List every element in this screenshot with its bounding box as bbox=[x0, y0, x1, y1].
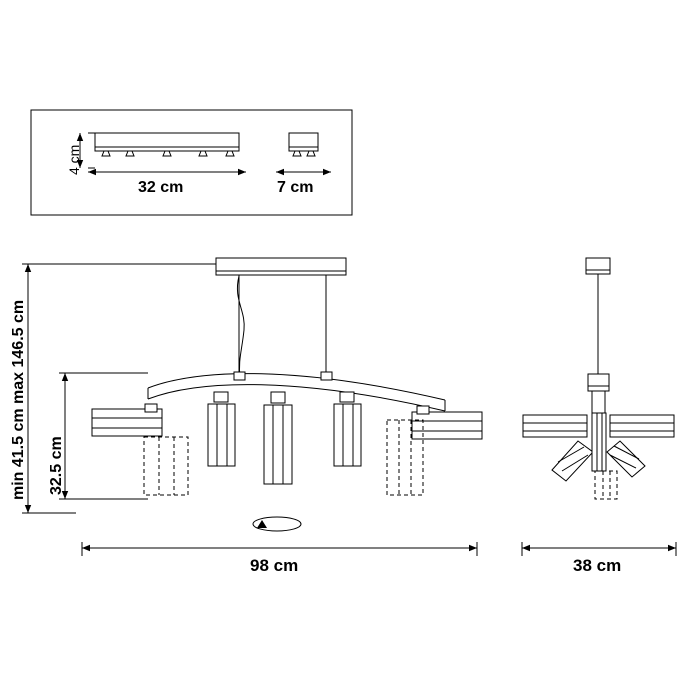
side-view-group bbox=[522, 258, 676, 556]
front-canopy bbox=[216, 258, 346, 275]
dashed-spot-left bbox=[144, 437, 188, 495]
cable-slack-left bbox=[237, 276, 244, 378]
overall-width-label: 98 cm bbox=[250, 556, 299, 575]
cable-mount-right bbox=[321, 372, 332, 380]
plate-foot-5 bbox=[226, 151, 234, 156]
side-spotlight-left bbox=[523, 415, 587, 437]
front-view-group bbox=[22, 258, 482, 556]
fixture-height-label: 32.5 cm bbox=[48, 436, 65, 495]
cable-mount-left bbox=[234, 372, 245, 380]
plate-side-foot-2 bbox=[307, 151, 315, 156]
side-spotlight-center bbox=[592, 413, 606, 471]
suspension-range-label: min 41.5 cm max 146.5 cm bbox=[10, 299, 27, 500]
side-hub-lower bbox=[592, 391, 605, 413]
plate-foot-3 bbox=[163, 151, 171, 156]
plate-foot-4 bbox=[199, 151, 207, 156]
side-spotlight-angled-left bbox=[552, 441, 593, 481]
inset-width-label: 7 cm bbox=[277, 179, 314, 196]
side-canopy bbox=[586, 258, 610, 274]
plate-side-foot-1 bbox=[293, 151, 301, 156]
side-spotlight-angled-right bbox=[607, 441, 645, 477]
spotlight-1 bbox=[92, 404, 162, 436]
spotlight-2 bbox=[208, 392, 235, 466]
inset-height-label: 4 cm bbox=[66, 144, 82, 175]
plate-side-body bbox=[289, 133, 318, 151]
spotlight-3 bbox=[264, 392, 292, 484]
side-dashed-alt bbox=[595, 471, 617, 499]
plate-foot-1 bbox=[102, 151, 110, 156]
arc-beam-bottom bbox=[148, 385, 445, 411]
inset-length-label: 32 cm bbox=[138, 179, 184, 196]
spotlight-4 bbox=[334, 392, 361, 466]
side-spotlight-right bbox=[610, 415, 674, 437]
overall-width-dimension bbox=[82, 542, 477, 556]
plate-front-body bbox=[95, 133, 239, 151]
overall-depth-dimension bbox=[522, 542, 676, 556]
plate-foot-2 bbox=[126, 151, 134, 156]
overall-depth-label: 38 cm bbox=[573, 556, 622, 575]
side-hub bbox=[588, 374, 609, 391]
rotation-indicator bbox=[253, 517, 301, 531]
